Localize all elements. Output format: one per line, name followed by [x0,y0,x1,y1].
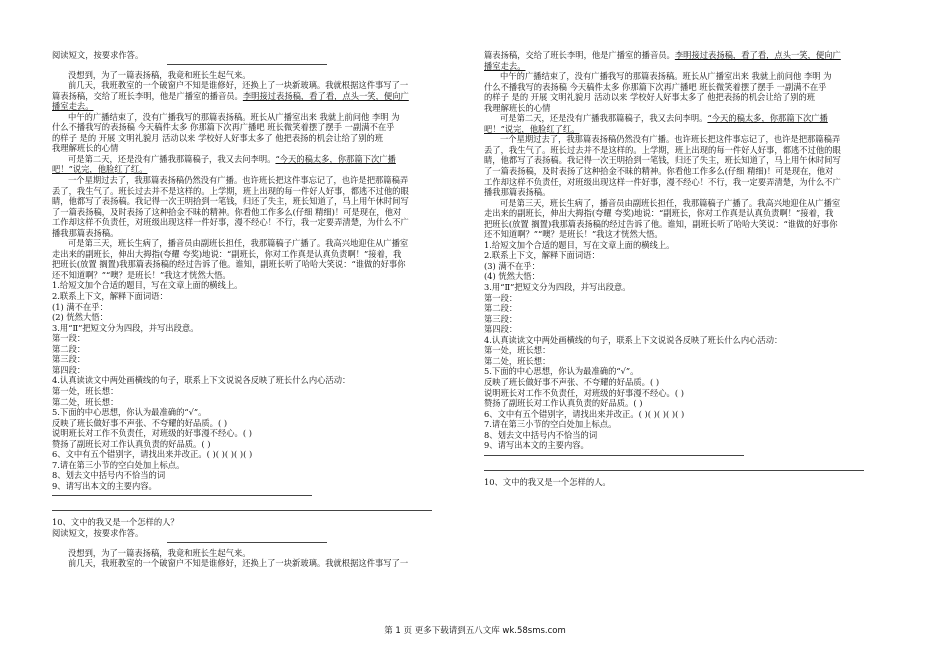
text-line: 前几天，我班教室的一个破窗户不知是谁修好，还换上了一块新玻璃。我就根据这件事写了一 [68,558,409,569]
question-4: 4.认真读读文中两处画横线的句子，联系上下文说说各反映了班长什么内心活动： [484,334,783,345]
question-1: 1.给短文加个合适的题目，写在文章上面的横线上。 [52,280,243,291]
text-line: 丢了，我生气了。班长过去并不是这样的。上学期，班上出现的每一件好人好事，都逃不过他的眼 [52,185,409,196]
text-line: 一个星期过去了，我那篇表扬稿仍然没有广播。也许班长把这件事忘记了，也许是把那篇稿弄 [68,175,409,186]
question-5: 5.下面的中心思想，你认为最准确的“√”。 [52,407,207,418]
question-item: (2) 恍然大悟： [52,312,108,323]
text-line: 可是第三天，班长生病了，播音员由副班长担任，我那篇稿子广播了。我高兴地迎住从广播室 [500,197,841,208]
underlined-sentence-2-cont: 吧！”说完，他脸红了红。 [52,164,148,175]
question-option: 说明班长对工作不负责任，对班级的好事漫不经心。( ) [52,428,252,439]
question-option: 赞扬了副班长对工作认真负责的好品质。( ) [484,398,643,409]
text-line: 可是第二天，还是没有广播我那篇稿子，我又去问李明。“今天的稿太多，你那篇下次广播 [68,153,396,164]
text-line: 了一篇表扬稿，及时表扬了这种拾金不昧的精神。你看他工作多么(仔细 精细)！可是现在，他对 [484,166,834,177]
question-10: 10、文中的我又是一个怎样的人。 [484,476,611,487]
text-line: 一个星期过去了，我那篇表扬稿仍然没有广播。也许班长把这件事忘记了，也许是把那篇稿弄 [500,134,841,145]
question-item: 第一段： [484,292,518,303]
text-line: 没想到，为了一篇表扬稿，我竟和班长生起气来。 [68,69,251,80]
answer-blank-line [52,510,432,511]
question-5: 5.下面的中心思想，你认为最准确的“√”。 [484,366,639,377]
text-line: 阅读短文，按要求作答。 [52,527,144,538]
text-line: 的样子 是的 开展 文明礼貌月 活动以来 学校好人好事太多了 他把表扬的机会让给了别的班 [484,92,816,103]
text-line: 工作却这样不负责任，对班级出现这样一件好事，漫不经心！不行，我一定要弄清楚，为什么不广 [484,176,841,187]
question-option: 赞扬了副班长对工作认真负责的好品质。( ) [52,438,211,449]
text-line: 还不知道啊？”“噢？是班长！”我这才恍然大悟。 [484,229,663,240]
question-10: 10、文中的我又是一个怎样的人？ [52,517,179,528]
question-item: 第二处，班长想： [484,355,551,366]
underlined-sentence-1-cont: 播室走去。 [52,101,94,112]
question-6: 6、文中有五个错别字，请找出来并改正。( )( )( )( )( ) [484,408,685,419]
question-9: 9、请写出本文的主要内容。 [52,480,157,491]
answer-blank-line [484,470,864,471]
question-2: 2.联系上下文，解释下面词语： [484,250,600,261]
text-line: 没想到，为了一篇表扬稿，我竟和班长生起气来。 [68,547,251,558]
text-line: 把班长(放置 搁置)我那篇表扬稿的经过告诉了他。谁知，副班长听了哈哈大笑说：“谁做的好事你 [484,218,838,229]
text-line: 工作却这样不负责任，对班级出现这样一件好事，漫不经心！不行，我一定要弄清楚，为什么不广 [52,217,409,228]
text-line: 的样子 是的 开展 文明礼貌月 活动以来 学校好人好事太多了 他把表扬的机会让给了别的班 [52,132,384,143]
question-option: 反映了班长做好事不声张、不夸耀的好品质。( ) [52,417,228,428]
title-blank-line [167,542,327,543]
question-item: 第二段： [484,303,518,314]
question-7: 7.请在第三小节的空白处加上标点。 [52,459,185,470]
text-line: 什么不播我写的表扬稿 今天稿件太多 你那篇下次再广播吧 班长微笑着摆了摆手 一副满不在乎 [52,122,395,133]
text-line: 中午的广播结束了，没有广播我写的那篇表扬稿。班长从广播室出来 我就上前问他 李明 为 [500,71,832,82]
question-item: 第一处，班长想： [484,345,551,356]
question-item: 第二处，班长想： [52,396,119,407]
underlined-sentence-2: “今天的稿太多，你那篇下次广播 [275,153,396,164]
question-item: 第四段： [52,364,86,375]
page-footer: 第 1 页 更多下载请到五八文库 wk.58sms.com [384,626,566,636]
question-3: 3.用“Ⅱ”把短文分为四段，并写出段意。 [484,282,631,293]
question-9: 9、请写出本文的主要内容。 [484,440,589,451]
question-6: 6、文中有五个错别字，请找出来并改正。( )( )( )( )( ) [52,449,253,460]
answer-blank-line [484,455,744,456]
underlined-sentence-1-cont: 播室走去。 [484,60,526,71]
question-item: (4) 恍然大悟： [484,271,540,282]
text-line: 走出来的副班长，伸出大拇指(夸耀 夸奖)地说：“副班长，你对工作真是认真负责啊！”接着，我 [52,248,402,259]
question-8: 8、划去文中括号内不恰当的词 [52,470,166,481]
answer-blank-line [52,495,312,496]
question-7: 7.请在第三小节的空白处加上标点。 [484,419,617,430]
text-line: 走出来的副班长，伸出大拇指(夸耀 夸奖)地说：“副班长，你对工作真是认真负责啊！”接着，我 [484,208,834,219]
question-item: 第三段： [52,354,86,365]
question-option: 说明班长对工作不负责任，对班级的好事漫不经心。( ) [484,387,684,398]
left-column [52,50,470,569]
question-8: 8、划去文中括号内不恰当的词 [484,429,598,440]
underlined-sentence-2: “今天的稿太多，你那篇下次广播 [707,113,828,124]
question-item: 第一段： [52,333,86,344]
text-line: 中午的广播结束了，没有广播我写的那篇表扬稿。班长从广播室出来 我就上前问他 李明 为 [68,111,400,122]
right-column [484,50,898,487]
question-item: (3) 满不在乎： [484,260,540,271]
question-1: 1.给短文加个合适的题目，写在文章上面的横线上。 [484,239,675,250]
underlined-sentence-2-cont: 吧！”说完，他脸红了红。 [484,123,580,134]
question-4: 4.认真读读文中两处画横线的句子，联系上下文说说各反映了班长什么内心活动： [52,375,351,386]
text-line: 阅读短文，按要求作答。 [52,50,144,60]
question-item: 第一处，班长想： [52,385,119,396]
question-option: 反映了班长做好事不声张、不夸耀的好品质。( ) [484,376,660,387]
underlined-sentence-1: 李明接过表扬稿，看了看，点头一笑，便向广 [242,90,409,101]
question-item: 第四段： [484,324,518,335]
text-line: 睛，他都写了表扬稿。我记得一次王明拾到一笔钱，归还了失主，班长知道了，马上用午休时间写 [52,196,409,207]
text-line: 播我那篇表扬稿。 [484,187,551,198]
text-line: 篇表扬稿，交给了班长李明，他是广播室的播音员。李明接过表扬稿，看了看，点头一笑，便向广 [484,50,841,60]
title-blank-line [167,64,327,65]
text-line: 我理解班长的心情 [484,102,551,113]
question-item: (1) 满不在乎： [52,301,108,312]
text-line: 可是第三天，班长生病了，播音员由副班长担任，我那篇稿子广播了。我高兴地迎住从广播室 [68,238,409,249]
text-line: 前几天，我班教室的一个破窗户不知是谁修好，还换上了一块新玻璃。我就根据这件事写了一 [68,80,409,91]
question-item: 第三段： [484,313,518,324]
text-line: 把班长(放置 搁置)我那篇表扬稿的经过告诉了他。谁知，副班长听了哈哈大笑说：“谁做的好事你 [52,259,406,270]
text-line: 丢了，我生气了。班长过去并不是这样的。上学期，班上出现的每一件好人好事，都逃不过他的眼 [484,144,841,155]
text-line: 什么不播我写的表扬稿 今天稿件太多 你那篇下次再广播吧 班长微笑着摆了摆手 一副满不在乎 [484,81,827,92]
underlined-sentence-1: 李明接过表扬稿，看了看，点头一笑，便向广 [674,50,841,60]
text-line: 播我那篇表扬稿。 [52,227,119,238]
text-line: 我理解班长的心情 [52,143,119,154]
text-line: 了一篇表扬稿，及时表扬了这种拾金不昧的精神。你看他工作多么(仔细 精细)！可是现在，他对 [52,206,402,217]
question-item: 第二段： [52,343,86,354]
question-3: 3.用“Ⅱ”把短文分为四段，并写出段意。 [52,322,199,333]
question-2: 2.联系上下文，解释下面词语： [52,291,168,302]
text-line: 篇表扬稿，交给了班长李明，他是广播室的播音员。李明接过表扬稿，看了看，点头一笑，便向广 [52,90,409,101]
text-line: 可是第二天，还是没有广播我那篇稿子，我又去问李明。“今天的稿太多，你那篇下次广播 [500,113,828,124]
text-line: 睛，他都写了表扬稿。我记得一次王明拾到一笔钱，归还了失主，班长知道了，马上用午休时间写 [484,155,841,166]
text-line: 还不知道啊？”“噢？是班长！”我这才恍然大悟。 [52,269,231,280]
